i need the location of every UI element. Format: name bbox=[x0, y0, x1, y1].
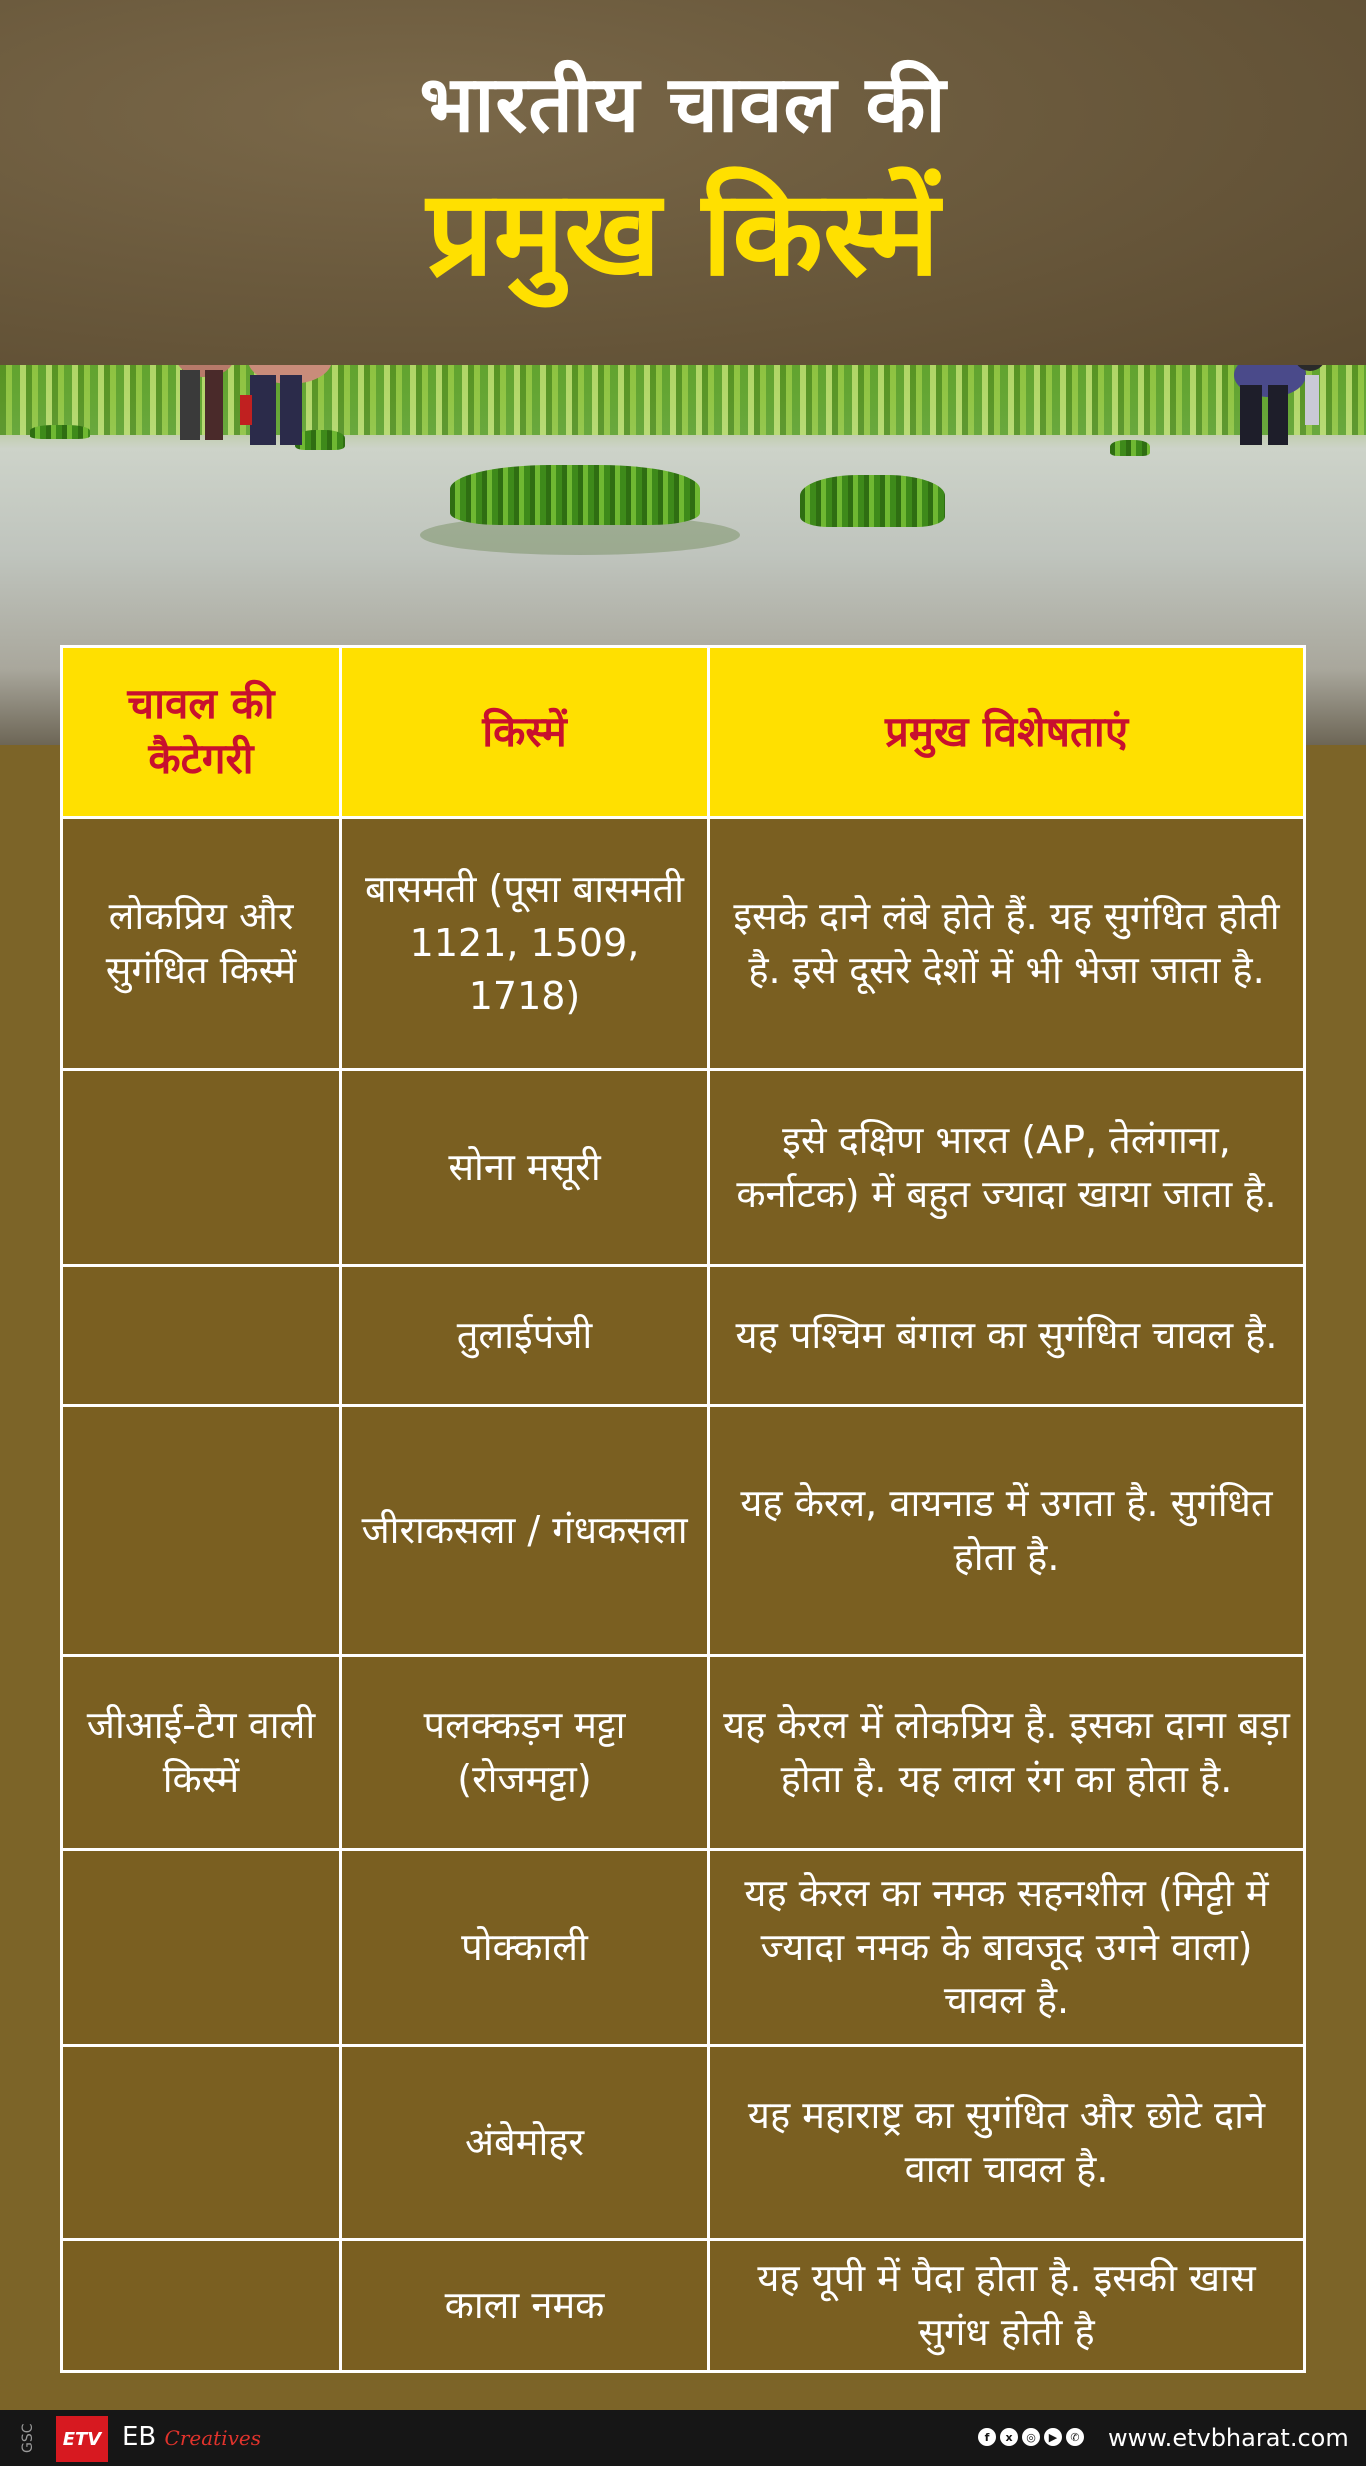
social-icons bbox=[978, 2428, 1084, 2446]
category-cell: जीआई-टैग वाली किस्में bbox=[86, 1702, 316, 1801]
table-row bbox=[63, 2044, 1303, 2238]
table-row bbox=[63, 816, 1303, 1068]
variety-cell: बासमती (पूसा बासमती 1121, 1509, 1718) bbox=[339, 819, 707, 1068]
seedling-bundle bbox=[1110, 440, 1150, 456]
feature-cell: यह महाराष्ट्र का सुगंधित और छोटे दाने वाला चावल है. bbox=[707, 2047, 1303, 2238]
variety-cell: जीराकसला / गंधकसला bbox=[339, 1407, 707, 1654]
header-banner bbox=[0, 0, 1366, 380]
table-row bbox=[63, 1848, 1303, 2044]
category-cell bbox=[63, 1851, 339, 2044]
seedling-bundle bbox=[30, 425, 90, 439]
farmer-figure-right bbox=[1210, 365, 1350, 450]
table-row bbox=[63, 1264, 1303, 1404]
feature-cell: यह यूपी में पैदा होता है. इसकी खास सुगंध होती है bbox=[707, 2241, 1303, 2370]
website-link[interactable]: www.etvbharat.com bbox=[1108, 2424, 1349, 2452]
seedling-bundle bbox=[450, 465, 700, 525]
category-cell bbox=[63, 2241, 339, 2370]
table-header-row bbox=[63, 648, 1303, 816]
etv-bharat-logo[interactable]: ETV bbox=[56, 2416, 108, 2462]
page-title-line2: प्रमुख किस्में bbox=[426, 164, 940, 302]
farmer-figures-left bbox=[160, 365, 390, 455]
gsc-label: GSC bbox=[20, 2423, 36, 2453]
feature-cell: यह केरल, वायनाड में उगता है. सुगंधित होता है. bbox=[707, 1407, 1303, 1654]
whatsapp-icon[interactable]: ✆ bbox=[1066, 2428, 1084, 2446]
category-cell bbox=[63, 1071, 339, 1264]
table-row bbox=[63, 2238, 1303, 2370]
eb-creatives-logo bbox=[122, 2422, 261, 2452]
variety-cell: सोना मसूरी bbox=[339, 1071, 707, 1264]
rice-varieties-table bbox=[60, 645, 1306, 2373]
variety-cell: काला नमक bbox=[339, 2241, 707, 2370]
feature-cell: इसे दक्षिण भारत (AP, तेलंगाना, कर्नाटक) में बहुत ज्यादा खाया जाता है. bbox=[707, 1071, 1303, 1264]
header-features: प्रमुख विशेषताएं bbox=[707, 648, 1303, 816]
facebook-icon[interactable]: f bbox=[978, 2428, 996, 2446]
feature-cell: यह केरल का नमक सहनशील (मिट्टी में ज्यादा नमक के बावजूद उगने वाला) चावल है. bbox=[707, 1851, 1303, 2044]
creatives-text: Creatives bbox=[164, 2426, 261, 2450]
table-row bbox=[63, 1404, 1303, 1654]
header-variety: किस्में bbox=[339, 648, 707, 816]
header-category: चावल की कैटेगरी bbox=[127, 679, 275, 783]
variety-cell: पलक्कड़न मट्टा (रोजमट्टा) bbox=[339, 1657, 707, 1848]
variety-cell: तुलाईपंजी bbox=[339, 1267, 707, 1404]
feature-cell: यह पश्चिम बंगाल का सुगंधित चावल है. bbox=[707, 1267, 1303, 1404]
eb-text: EB bbox=[122, 2422, 157, 2452]
instagram-icon[interactable]: ◎ bbox=[1022, 2428, 1040, 2446]
category-cell bbox=[63, 1267, 339, 1404]
category-cell bbox=[63, 1407, 339, 1654]
table-row bbox=[63, 1068, 1303, 1264]
variety-cell: पोक्काली bbox=[339, 1851, 707, 2044]
feature-cell: इसके दाने लंबे होते हैं. यह सुगंधित होती है. इसे दूसरे देशों में भी भेजा जाता है. bbox=[707, 819, 1303, 1068]
x-icon[interactable]: x bbox=[1000, 2428, 1018, 2446]
seedling-bundle bbox=[800, 475, 945, 527]
feature-cell: यह केरल में लोकप्रिय है. इसका दाना बड़ा होता है. यह लाल रंग का होता है. bbox=[707, 1657, 1303, 1848]
page-title-line1: भारतीय चावल की bbox=[419, 60, 947, 150]
table-row bbox=[63, 1654, 1303, 1848]
category-cell: लोकप्रिय और सुगंधित किस्में bbox=[105, 893, 297, 992]
variety-cell: अंबेमोहर bbox=[339, 2047, 707, 2238]
category-cell bbox=[63, 2047, 339, 2238]
youtube-icon[interactable]: ▶ bbox=[1044, 2428, 1062, 2446]
